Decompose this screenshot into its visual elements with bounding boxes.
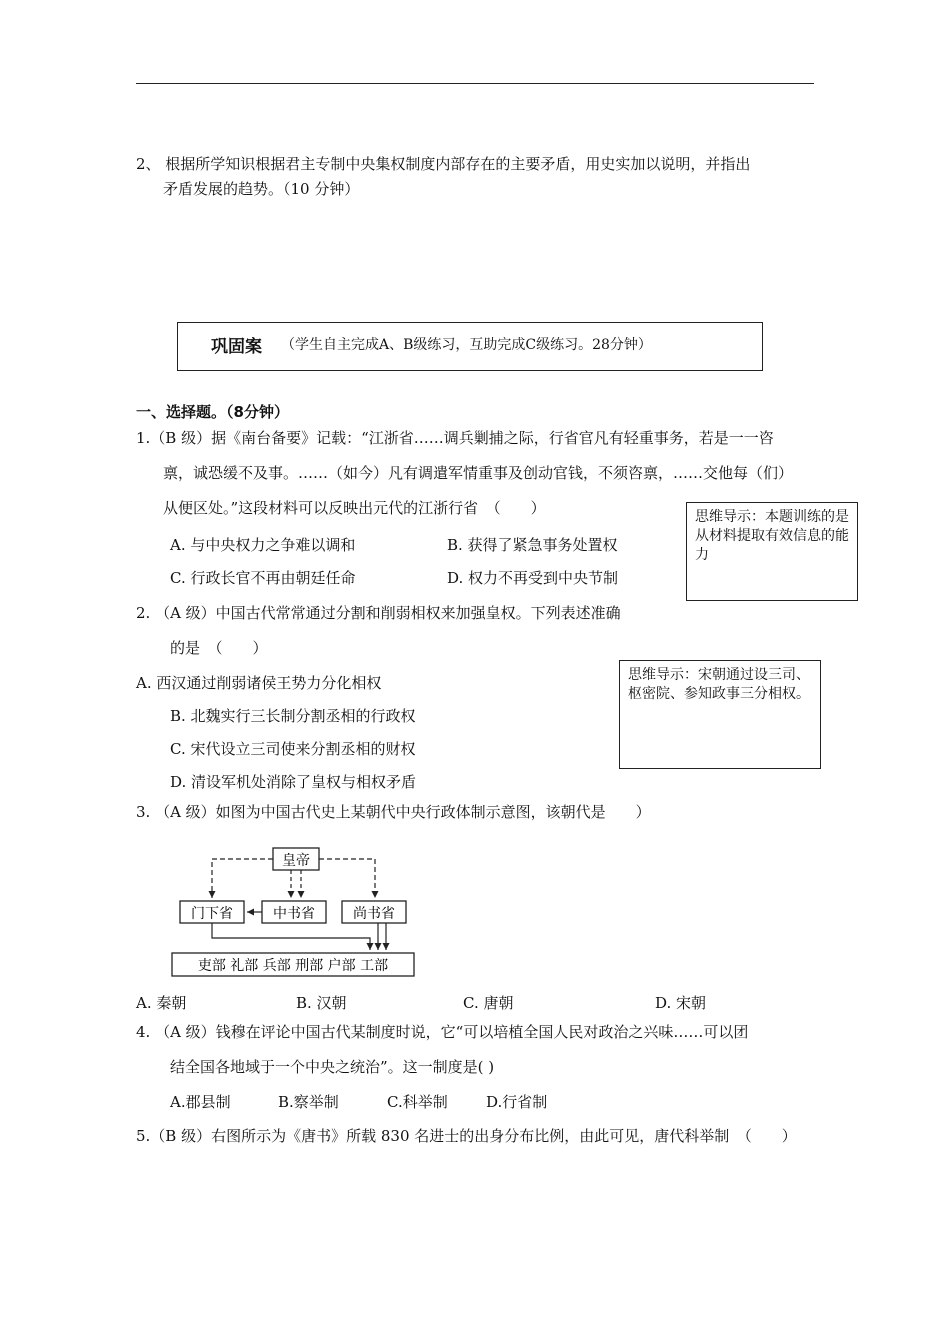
consolidation-note: （学生自主完成A、B级练习，互助完成C级练习。28分钟）: [281, 337, 652, 353]
q5-line1: 5.（B 级）右图所示为《唐书》所载 830 名进士的出身分布比例，由此可见，唐代科举制 （ ）: [136, 1127, 797, 1145]
q4-option-d: D.行省制: [486, 1093, 548, 1111]
q1-option-a: A. 与中央权力之争难以调和: [170, 536, 356, 554]
q2-option-a: A. 西汉通过削弱诸侯王势力分化相权: [136, 674, 382, 692]
q1-line2: 禀，诚恐缓不及事。……（如今）凡有调遣军情重事及创动官钱，不须咨禀，……交他每（们）: [163, 464, 794, 482]
q1-line1: 1.（B 级）据《南台备要》记载：“江浙省……调兵剿捕之际，行省官凡有轻重事务，若是一一咨: [136, 429, 774, 447]
q4-line1: 4. （A 级）钱穆在评论中国古代某制度时说，它“可以培植全国人民对政治之兴味……可以团: [136, 1023, 749, 1041]
q1-hint-text: 思维导示：本题训练的是从材料提取有效信息的能力: [695, 509, 849, 563]
q4-option-b: B.察举制: [278, 1093, 339, 1111]
zhongshu-label: 中书省: [273, 906, 315, 922]
consolidation-title: 巩固案: [211, 337, 262, 357]
q1-option-d: D. 权力不再受到中央节制: [447, 569, 619, 587]
q3-option-c: C. 唐朝: [463, 994, 514, 1012]
ministries-label: 吏部 礼部 兵部 刑部 户部 工部: [197, 958, 389, 974]
q2-option-c: C. 宋代设立三司使来分割丞相的财权: [170, 740, 416, 758]
section-heading: 一、选择题。（8分钟）: [136, 403, 289, 421]
q3-option-d: D. 宋朝: [655, 994, 707, 1012]
q2-prev-line1: 2、 根据所学知识根据君主专制中央集权制度内部存在的主要矛盾，用史实加以说明，并指出: [136, 155, 751, 173]
q4-line2: 结全国各地域于一个中央之统治”。这一制度是( ): [170, 1058, 495, 1076]
menxia-route-line: [212, 923, 370, 950]
q2-option-b: B. 北魏实行三长制分割丞相的行政权: [170, 707, 416, 725]
q3-line1: 3. （A 级）如图为中国古代史上某朝代中央行政体制示意图，该朝代是 ）: [136, 803, 651, 821]
q4-option-c: C.科举制: [387, 1093, 448, 1111]
q2-prev-line2: 矛盾发展的趋势。（10 分钟）: [163, 180, 360, 198]
administration-diagram: [170, 842, 420, 980]
q4-option-a: A.郡县制: [170, 1093, 231, 1111]
q2-option-d: D. 清设军机处消除了皇权与相权矛盾: [170, 773, 417, 791]
emperor-label: 皇帝: [282, 853, 310, 869]
header-rule: [136, 83, 814, 84]
q2-line1: 2. （A 级）中国古代常常通过分割和削弱相权来加强皇权。下列表述准确: [136, 604, 621, 622]
q2-hint-box: [619, 660, 821, 769]
emperor-to-shangshu-line: [319, 859, 375, 898]
menxia-label: 门下省: [191, 906, 233, 922]
q1-option-b: B. 获得了紧急事务处置权: [447, 536, 618, 554]
q2-hint-text: 思维导示：宋朝通过设三司、枢密院、参知政事三分相权。: [628, 667, 810, 702]
q3-option-a: A. 秦朝: [136, 994, 187, 1012]
q3-option-b: B. 汉朝: [296, 994, 347, 1012]
q1-option-c: C. 行政长官不再由朝廷任命: [170, 569, 356, 587]
consolidation-box: [177, 322, 763, 371]
q1-hint-box: [686, 502, 858, 601]
q1-line3: 从便区处。”这段材料可以反映出元代的江浙行省 （ ）: [163, 499, 546, 517]
q2-line2: 的是 （ ）: [170, 639, 268, 657]
emperor-to-menxia-line: [212, 859, 273, 898]
shangshu-label: 尚书省: [353, 906, 395, 922]
